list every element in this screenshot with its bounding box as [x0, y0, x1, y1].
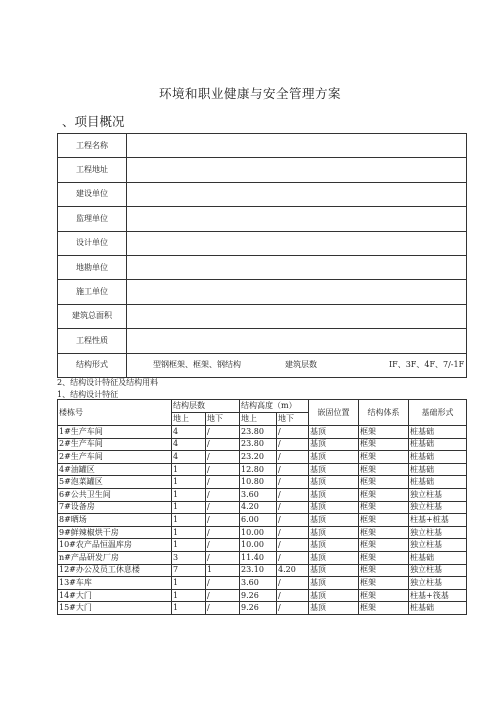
table-row	[58, 488, 467, 501]
height-above: 23.20	[240, 451, 277, 464]
foundation-type: 柱基+桩基	[409, 514, 467, 527]
floors-below: /	[206, 488, 240, 501]
height-below: /	[277, 476, 309, 489]
floors-below: /	[206, 438, 240, 451]
foundation-type: 桩基础	[409, 476, 467, 489]
height-above: 10.80	[240, 476, 277, 489]
floors-above: 1	[172, 539, 206, 552]
info-value	[127, 158, 467, 182]
height-below: /	[277, 438, 309, 451]
height-above: 3.60	[240, 488, 277, 501]
foundation-type: 桩基础	[409, 551, 467, 564]
foundation-type: 桩基础	[409, 463, 467, 476]
embed-position: 基顶	[309, 476, 359, 489]
info-value	[127, 134, 467, 158]
subheading-structure-materials: 2、结构设计特征及结构用料	[57, 378, 159, 387]
building-structure-table	[57, 399, 467, 615]
floors-above: 1	[172, 577, 206, 590]
height-below: /	[277, 589, 309, 602]
table-row	[58, 476, 467, 489]
info-value	[127, 329, 467, 353]
embed-position: 基顶	[309, 526, 359, 539]
building-name: 1#生产车间	[58, 426, 172, 439]
height-above: 6.00	[240, 514, 277, 527]
height-above: 23.80	[240, 438, 277, 451]
structure-system: 框架	[359, 463, 409, 476]
table-row	[58, 564, 467, 577]
height-above: 4.20	[240, 501, 277, 514]
header-embed-position: 嵌固位置	[309, 400, 359, 426]
embed-position: 基顶	[309, 539, 359, 552]
building-name: 9#鲜辣椒烘干房	[58, 526, 172, 539]
height-below: /	[277, 463, 309, 476]
building-name: 4#油罐区	[58, 463, 172, 476]
floors-below: /	[206, 426, 240, 439]
foundation-type: 桩基础	[409, 438, 467, 451]
embed-position: 基顶	[309, 514, 359, 527]
structure-system: 框架	[359, 514, 409, 527]
structure-system: 框架	[359, 438, 409, 451]
floors-below: /	[206, 526, 240, 539]
floors-value: IF、3F、4F、7/-1F	[389, 360, 465, 370]
floors-above: 4	[172, 438, 206, 451]
embed-position: 基顶	[309, 551, 359, 564]
embed-position: 基顶	[309, 589, 359, 602]
foundation-type: 桩基础	[409, 451, 467, 464]
info-row	[58, 158, 467, 182]
height-above: 12.80	[240, 463, 277, 476]
structure-system: 框架	[359, 539, 409, 552]
info-label: 地勘单位	[58, 255, 127, 279]
floors-below: /	[206, 539, 240, 552]
foundation-type: 桩基础	[409, 602, 467, 615]
embed-position: 基顶	[309, 564, 359, 577]
embed-position: 基顶	[309, 451, 359, 464]
header-floors-below: 地下	[206, 413, 240, 426]
header-foundation-type: 基础形式	[409, 400, 467, 426]
info-value	[127, 304, 467, 328]
structure-system: 框架	[359, 476, 409, 489]
info-label: 工程名称	[58, 134, 127, 158]
floors-below: /	[206, 551, 240, 564]
structure-system: 框架	[359, 551, 409, 564]
foundation-type: 柱基+筏基	[409, 589, 467, 602]
height-below: /	[277, 551, 309, 564]
building-name: 14#大门	[58, 589, 172, 602]
header-floors: 结构层数	[172, 400, 240, 413]
info-row	[58, 329, 467, 353]
height-above: 23.10	[240, 564, 277, 577]
floors-above: 1	[172, 488, 206, 501]
floors-above: 1	[172, 463, 206, 476]
floors-above: 4	[172, 426, 206, 439]
embed-position: 基顶	[309, 426, 359, 439]
foundation-type: 独立柱基	[409, 577, 467, 590]
foundation-type: 独立柱基	[409, 526, 467, 539]
info-row	[58, 182, 467, 206]
table-row	[58, 463, 467, 476]
foundation-type: 桩基础	[409, 426, 467, 439]
structure-system: 框架	[359, 451, 409, 464]
info-value	[127, 207, 467, 231]
structure-system: 框架	[359, 589, 409, 602]
document-title: 环境和职业健康与安全管理方案	[158, 86, 341, 101]
info-row	[58, 207, 467, 231]
foundation-type: 独立柱基	[409, 564, 467, 577]
info-row	[58, 280, 467, 304]
header-structure-system: 结构体系	[359, 400, 409, 426]
table-row	[58, 602, 467, 615]
floors-label: 建筑层数	[285, 360, 317, 370]
embed-position: 基顶	[309, 602, 359, 615]
table-row	[58, 514, 467, 527]
info-label: 设计单位	[58, 231, 127, 255]
building-name: 10#农产品恒温库房	[58, 539, 172, 552]
height-below: /	[277, 577, 309, 590]
info-label: 工程地址	[58, 158, 127, 182]
floors-below: /	[206, 476, 240, 489]
floors-above: 4	[172, 451, 206, 464]
height-above: 9.26	[240, 589, 277, 602]
structure-type: 型钢框架、框架、钢结构	[153, 360, 241, 370]
structure-system: 框架	[359, 426, 409, 439]
height-above: 3.60	[240, 577, 277, 590]
structure-label: 结构形式	[58, 353, 127, 377]
info-row	[58, 255, 467, 279]
section-title: 、项目概况	[62, 114, 125, 129]
height-below: /	[277, 488, 309, 501]
floors-below: /	[206, 602, 240, 615]
subheading-structure-features: 1、结构设计特征	[57, 390, 119, 399]
header-height: 结构高度（m）	[240, 400, 309, 413]
table-row	[58, 526, 467, 539]
info-label: 建设单位	[58, 182, 127, 206]
height-below: 4.20	[277, 564, 309, 577]
floors-above: 7	[172, 564, 206, 577]
table-row	[58, 539, 467, 552]
floors-below: /	[206, 514, 240, 527]
building-name: 12#办公及员工休息楼	[58, 564, 172, 577]
table-row	[58, 426, 467, 439]
structure-system: 框架	[359, 488, 409, 501]
building-name: n#产品研发厂房	[58, 551, 172, 564]
embed-position: 基顶	[309, 438, 359, 451]
building-name: 8#晒场	[58, 514, 172, 527]
embed-position: 基顶	[309, 577, 359, 590]
structure-system: 框架	[359, 526, 409, 539]
building-name: 2#生产车间	[58, 451, 172, 464]
floors-above: 1	[172, 602, 206, 615]
building-name: 15#大门	[58, 602, 172, 615]
building-name: 6#公共卫生间	[58, 488, 172, 501]
table-row	[58, 438, 467, 451]
foundation-type: 独立柱基	[409, 539, 467, 552]
height-below: /	[277, 501, 309, 514]
table-row	[58, 589, 467, 602]
height-below: /	[277, 426, 309, 439]
info-label: 监理单位	[58, 207, 127, 231]
info-row	[58, 304, 467, 328]
info-value	[127, 255, 467, 279]
height-below: /	[277, 451, 309, 464]
embed-position: 基顶	[309, 463, 359, 476]
header-building: 楼栋号	[58, 400, 172, 426]
info-row	[58, 134, 467, 158]
building-name: 13#车库	[58, 577, 172, 590]
height-below: /	[277, 539, 309, 552]
table-row	[58, 577, 467, 590]
floors-above: 1	[172, 501, 206, 514]
height-above: 23.80	[240, 426, 277, 439]
height-above: 10.00	[240, 526, 277, 539]
floors-above: 3	[172, 551, 206, 564]
floors-below: /	[206, 451, 240, 464]
building-name: 7#设备房	[58, 501, 172, 514]
height-above: 9.26	[240, 602, 277, 615]
info-row-structure	[58, 353, 467, 377]
structure-system: 框架	[359, 564, 409, 577]
floors-below: /	[206, 577, 240, 590]
info-row	[58, 231, 467, 255]
info-label: 建筑总面积	[58, 304, 127, 328]
floors-above: 1	[172, 526, 206, 539]
info-label: 施工单位	[58, 280, 127, 304]
building-name: 5#泡菜罐区	[58, 476, 172, 489]
structure-system: 框架	[359, 602, 409, 615]
project-info-table	[57, 133, 467, 378]
floors-below: /	[206, 589, 240, 602]
table-row	[58, 551, 467, 564]
foundation-type: 独立柱基	[409, 488, 467, 501]
table-row	[58, 451, 467, 464]
floors-below: /	[206, 463, 240, 476]
floors-above: 1	[172, 589, 206, 602]
foundation-type: 独立柱基	[409, 501, 467, 514]
structure-value-cell	[127, 353, 467, 377]
height-below: /	[277, 526, 309, 539]
floors-below: 1	[206, 564, 240, 577]
height-above: 11.40	[240, 551, 277, 564]
height-below: /	[277, 602, 309, 615]
height-below: /	[277, 514, 309, 527]
header-height-below: 地下	[277, 413, 309, 426]
structure-system: 框架	[359, 501, 409, 514]
building-name: 2#生产车间	[58, 438, 172, 451]
height-above: 10.00	[240, 539, 277, 552]
structure-system: 框架	[359, 577, 409, 590]
floors-above: 1	[172, 476, 206, 489]
table-row	[58, 501, 467, 514]
header-height-above: 地上	[240, 413, 277, 426]
info-label: 工程性质	[58, 329, 127, 353]
header-floors-above: 地上	[172, 413, 206, 426]
info-value	[127, 231, 467, 255]
info-value	[127, 182, 467, 206]
embed-position: 基顶	[309, 488, 359, 501]
info-value	[127, 280, 467, 304]
floors-below: /	[206, 501, 240, 514]
embed-position: 基顶	[309, 501, 359, 514]
floors-above: 1	[172, 514, 206, 527]
